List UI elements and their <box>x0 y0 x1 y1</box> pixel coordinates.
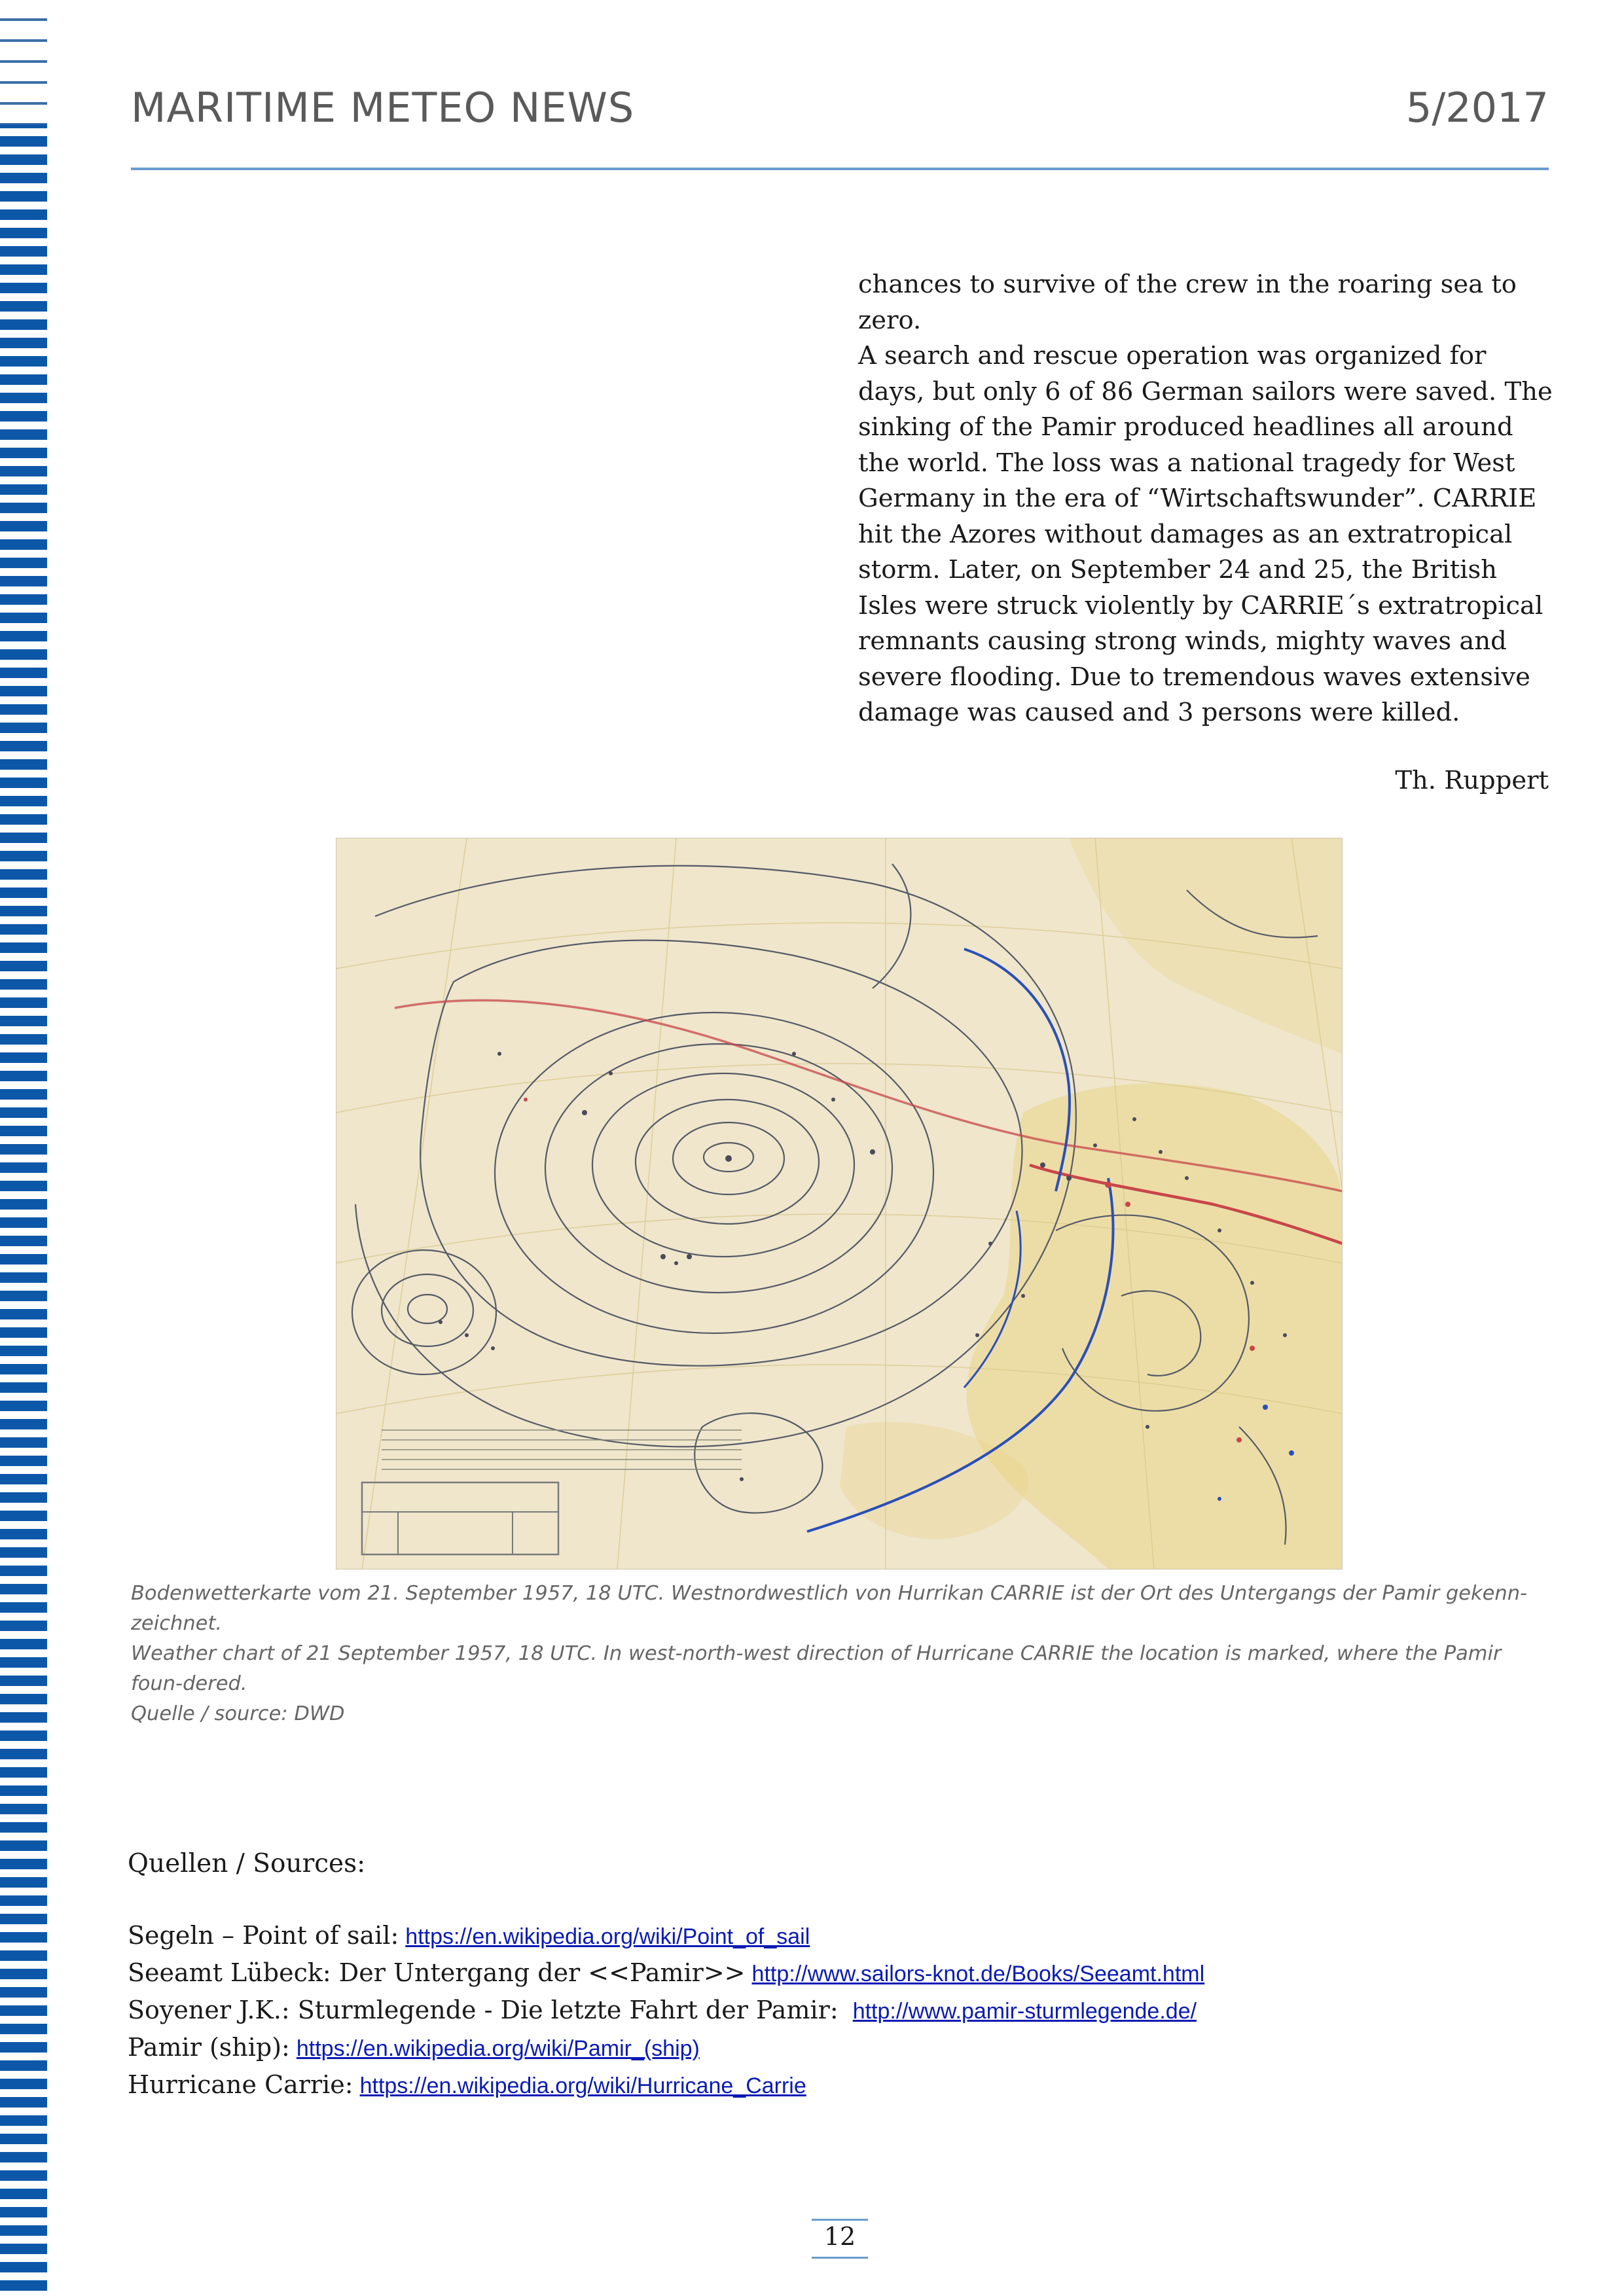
caption-german: Bodenwetterkarte vom 21. September 1957, 18 UTC. Westnordwestlich von Hurrikan CARRIE ist der Ort des Untergangs der Pamir gekenn-zeichnet. <box>131 1582 1528 1635</box>
source-item <box>128 1992 1204 2030</box>
source-label: Hurricane Carrie: <box>128 2070 353 2099</box>
source-item <box>128 2030 1204 2067</box>
decorative-stripe-bar-top <box>0 0 47 124</box>
article-paragraph: A search and rescue operation was organized for days, but only 6 of 86 German sailors were saved. The sinking of the Pamir produced headlines all around the world. The loss was a national tragedy for West Germany in the era of “Wirtschaftswunder”. CARRIE hit the Azores without damages as an extratropical storm. Later, on September 24 and 25, the British Isles were struck violently by CARRIE´s extratropical remnants causing strong winds, mighty waves and severe flooding. Due to tremendous waves extensive damage was caused and 3 persons were killed. <box>858 341 1553 727</box>
article-body <box>858 267 1559 731</box>
source-label: Seeamt Lübeck: Der Untergang der <<Pamir>> <box>128 1958 746 1987</box>
issue-number: 5/2017 <box>1405 84 1549 132</box>
source-link[interactable]: https://en.wikipedia.org/wiki/Pamir_(ship) <box>296 2036 700 2061</box>
source-link[interactable]: http://www.pamir-sturmlegende.de/ <box>852 1999 1197 2024</box>
sources-list <box>128 1918 1204 2104</box>
source-item <box>128 1955 1204 1992</box>
weather-map-illustration <box>336 838 1343 1570</box>
weather-chart-image <box>336 838 1343 1570</box>
decorative-stripe-bar <box>0 0 47 2296</box>
source-item <box>128 2067 1204 2104</box>
article-paragraph: chances to survive of the crew in the roaring sea to zero. <box>858 270 1517 335</box>
source-label: Segeln – Point of sail: <box>128 1921 399 1950</box>
source-item <box>128 1918 1204 1955</box>
page-number-rule-top <box>812 2219 868 2221</box>
source-link[interactable]: http://www.sailors-knot.de/Books/Seeamt.html <box>751 1962 1205 1986</box>
caption-source: Quelle / source: DWD <box>131 1702 345 1725</box>
caption-english: Weather chart of 21 September 1957, 18 UTC. In west-north-west direction of Hurricane CARRIE the location is marked, where the Pamir foun-dered. <box>131 1642 1502 1695</box>
source-link[interactable]: https://en.wikipedia.org/wiki/Point_of_sail <box>405 1924 810 1949</box>
article-author: Th. Ruppert <box>1395 766 1549 795</box>
page-number: 12 <box>823 2222 856 2251</box>
source-link[interactable]: https://en.wikipedia.org/wiki/Hurricane_Carrie <box>359 2073 806 2098</box>
page-number-rule-bottom <box>812 2257 868 2259</box>
figure-caption <box>131 1579 1545 1729</box>
source-label: Pamir (ship): <box>128 2033 290 2062</box>
header-divider <box>131 168 1549 170</box>
sources-heading: Quellen / Sources: <box>128 1849 366 1878</box>
source-label: Soyener J.K.: Sturmlegende - Die letzte Fahrt der Pamir: <box>128 1996 846 2024</box>
newsletter-title: MARITIME METEO NEWS <box>131 84 635 132</box>
